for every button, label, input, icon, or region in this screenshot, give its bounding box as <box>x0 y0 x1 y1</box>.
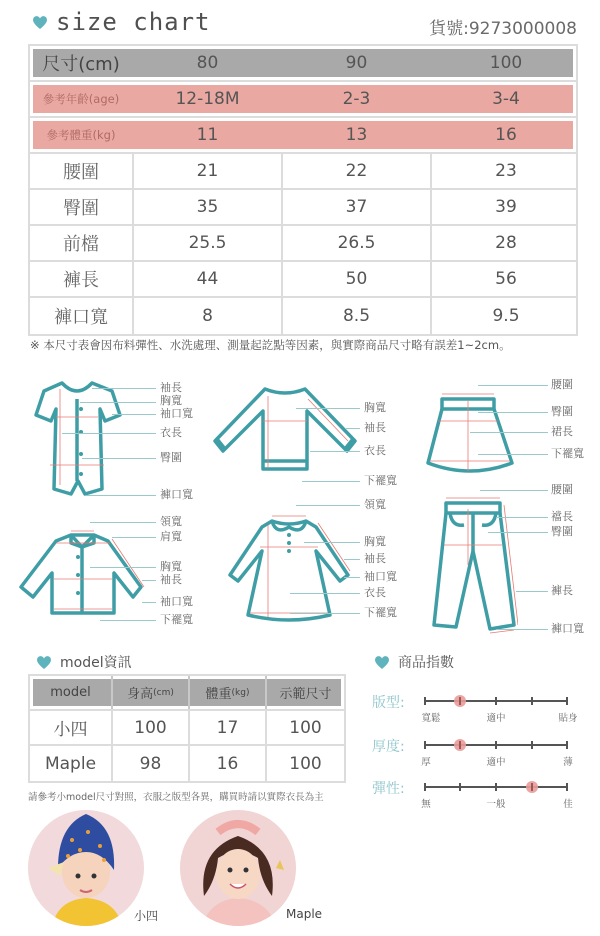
table-row <box>30 711 344 746</box>
col-label: 身高 <box>127 687 154 702</box>
romper-label: 袖口寬 <box>160 407 193 420</box>
girl-portrait-icon <box>180 810 296 926</box>
row-label: 參考體重(kg) <box>46 128 116 142</box>
table-row <box>30 226 576 262</box>
model-size: 100 <box>289 717 322 738</box>
measurement-diagrams <box>0 365 600 645</box>
model-weight: 17 <box>190 711 267 744</box>
table-row <box>30 82 576 118</box>
sweater-label: 胸寬 <box>364 401 386 414</box>
table-row <box>30 190 576 226</box>
shirt-label: 領寬 <box>160 515 182 528</box>
table-row <box>30 746 344 781</box>
shirt-label: 袖長 <box>160 573 182 586</box>
skirt-label: 臀圍 <box>551 405 573 418</box>
cell: 21 <box>134 154 283 188</box>
row-label: 臀圍 <box>30 190 134 224</box>
index-fit <box>372 692 582 732</box>
index-caption: 適中 <box>486 757 506 768</box>
index-scale <box>424 744 568 746</box>
cell: 56 <box>495 269 517 289</box>
model-note: 請參考小model尺寸對照，衣服之版型各異，購買時請以實際衣長為主 <box>28 792 324 803</box>
size-note: ※ 本尺寸表會因布料彈性、水洗處理、測量起訖點等因素，與實際商品尺寸略有誤差1~2cm。 <box>30 338 511 352</box>
romper-diagram-icon <box>30 377 125 502</box>
photo-caption: 小四 <box>134 909 159 923</box>
sweater-label: 袖長 <box>364 421 386 434</box>
cell: 13 <box>345 125 368 145</box>
page-title <box>32 8 211 36</box>
cell: 22 <box>283 154 432 188</box>
model-photo-boy <box>28 810 144 926</box>
title-text: size chart <box>56 8 211 36</box>
table-row <box>30 154 576 190</box>
index-caption: 厚 <box>421 757 431 768</box>
photo-caption: Maple <box>286 907 323 921</box>
model-name: 小四 <box>30 711 113 744</box>
cell: 23 <box>495 161 517 181</box>
model-weight: 16 <box>190 746 267 781</box>
romper-label: 褲口寬 <box>160 488 193 501</box>
model-height: 100 <box>113 711 190 744</box>
pants-label: 腰圍 <box>551 483 573 496</box>
cell: 50 <box>283 262 432 296</box>
cell: 8 <box>134 298 283 334</box>
size-table <box>28 44 578 336</box>
shirt-diagram-icon <box>16 529 146 619</box>
pants-diagram-icon <box>428 495 518 635</box>
index-caption: 貼身 <box>558 713 578 724</box>
cell: 25.5 <box>134 226 283 260</box>
index-marker <box>454 695 466 707</box>
skirt-diagram-icon <box>424 391 516 477</box>
model-table <box>28 674 346 783</box>
size-table-header <box>30 46 576 82</box>
romper-label: 衣長 <box>160 426 182 439</box>
header <box>32 8 577 42</box>
size-100: 100 <box>489 53 523 73</box>
cell: 8.5 <box>283 298 432 334</box>
skirt-label: 腰圍 <box>551 378 573 391</box>
model-table-header <box>30 676 344 711</box>
index-caption: 一般 <box>486 799 506 810</box>
cell: 26.5 <box>283 226 432 260</box>
model-size: 100 <box>289 753 322 774</box>
pants-label: 褲長 <box>551 584 573 597</box>
romper-label: 胸寬 <box>160 394 182 407</box>
col-weight <box>190 676 267 709</box>
boy-portrait-icon <box>28 810 144 926</box>
col-unit: (cm) <box>153 687 174 698</box>
cell: 12-18M <box>175 89 240 109</box>
index-marker <box>454 739 466 751</box>
size-80: 80 <box>196 53 219 73</box>
row-label: 腰圍 <box>30 154 134 188</box>
pants-label: 褲口寬 <box>551 622 584 635</box>
romper-label: 臀圍 <box>160 451 182 464</box>
sweater-label: 衣長 <box>364 444 386 457</box>
cell: 9.5 <box>492 306 520 326</box>
cell: 2-3 <box>342 89 371 109</box>
shirt-label: 肩寬 <box>160 530 182 543</box>
index-thickness <box>372 736 582 776</box>
pants-label: 臀圍 <box>551 525 573 538</box>
dress-label: 衣長 <box>364 586 386 599</box>
dress-label: 胸寬 <box>364 535 386 548</box>
row-label: 褲長 <box>30 262 134 296</box>
row-label: 褲口寬 <box>30 298 134 334</box>
heart-icon <box>32 14 48 30</box>
size-90: 90 <box>345 53 368 73</box>
col-label: 體重 <box>205 687 232 702</box>
pants-label: 襠長 <box>551 510 573 523</box>
cell: 3-4 <box>492 89 520 109</box>
romper-label: 袖長 <box>160 381 182 394</box>
cell: 35 <box>134 190 283 224</box>
index-label: 彈性: <box>372 781 405 797</box>
shirt-label: 下襬寬 <box>160 613 193 626</box>
index-elasticity <box>372 778 582 818</box>
model-name: Maple <box>30 746 113 781</box>
model-title-text: model資訊 <box>60 655 132 671</box>
row-label: 前檔 <box>30 226 134 260</box>
col-height <box>113 676 190 709</box>
index-caption: 無 <box>421 799 431 810</box>
cell: 28 <box>495 233 517 253</box>
index-caption: 佳 <box>563 799 573 810</box>
sweater-diagram-icon <box>210 381 360 476</box>
dress-label: 領寬 <box>364 498 386 511</box>
table-row <box>30 262 576 298</box>
index-title-text: 商品指數 <box>398 655 454 671</box>
dress-label: 袖口寬 <box>364 570 397 583</box>
sku-label: 貨號:9273000008 <box>429 19 577 39</box>
table-row <box>30 298 576 334</box>
index-section-title <box>374 652 454 672</box>
cell: 16 <box>495 125 517 145</box>
index-scale <box>424 700 568 702</box>
cell: 39 <box>495 197 517 217</box>
dress-label: 下襬寬 <box>364 606 397 619</box>
header-label: 尺寸(cm) <box>42 54 120 75</box>
skirt-label: 裙長 <box>551 425 573 438</box>
dress-label: 袖長 <box>364 552 386 565</box>
cell: 11 <box>196 125 219 145</box>
index-marker <box>526 781 538 793</box>
index-label: 厚度: <box>372 739 405 755</box>
table-row <box>30 118 576 154</box>
sweater-label: 下襬寬 <box>364 474 397 487</box>
cell: 37 <box>283 190 432 224</box>
index-caption: 適中 <box>486 713 506 724</box>
col-model <box>30 676 113 709</box>
model-photo-girl <box>180 810 296 926</box>
heart-icon <box>36 654 52 670</box>
col-unit: (kg) <box>231 687 250 698</box>
index-scale <box>424 786 568 788</box>
col-label: model <box>50 685 91 700</box>
col-size <box>267 676 344 709</box>
row-label: 參考年齡(age) <box>42 92 120 106</box>
index-label: 版型: <box>372 695 405 711</box>
col-label: 示範尺寸 <box>279 687 332 702</box>
shirt-label: 胸寬 <box>160 560 182 573</box>
heart-icon <box>374 654 390 670</box>
dress-diagram-icon <box>224 513 354 628</box>
skirt-label: 下襬寬 <box>551 447 584 460</box>
index-caption: 寬鬆 <box>421 713 441 724</box>
index-caption: 薄 <box>563 757 573 768</box>
model-height: 98 <box>113 746 190 781</box>
cell: 44 <box>134 262 283 296</box>
shirt-label: 袖口寬 <box>160 595 193 608</box>
model-section-title <box>36 652 132 672</box>
